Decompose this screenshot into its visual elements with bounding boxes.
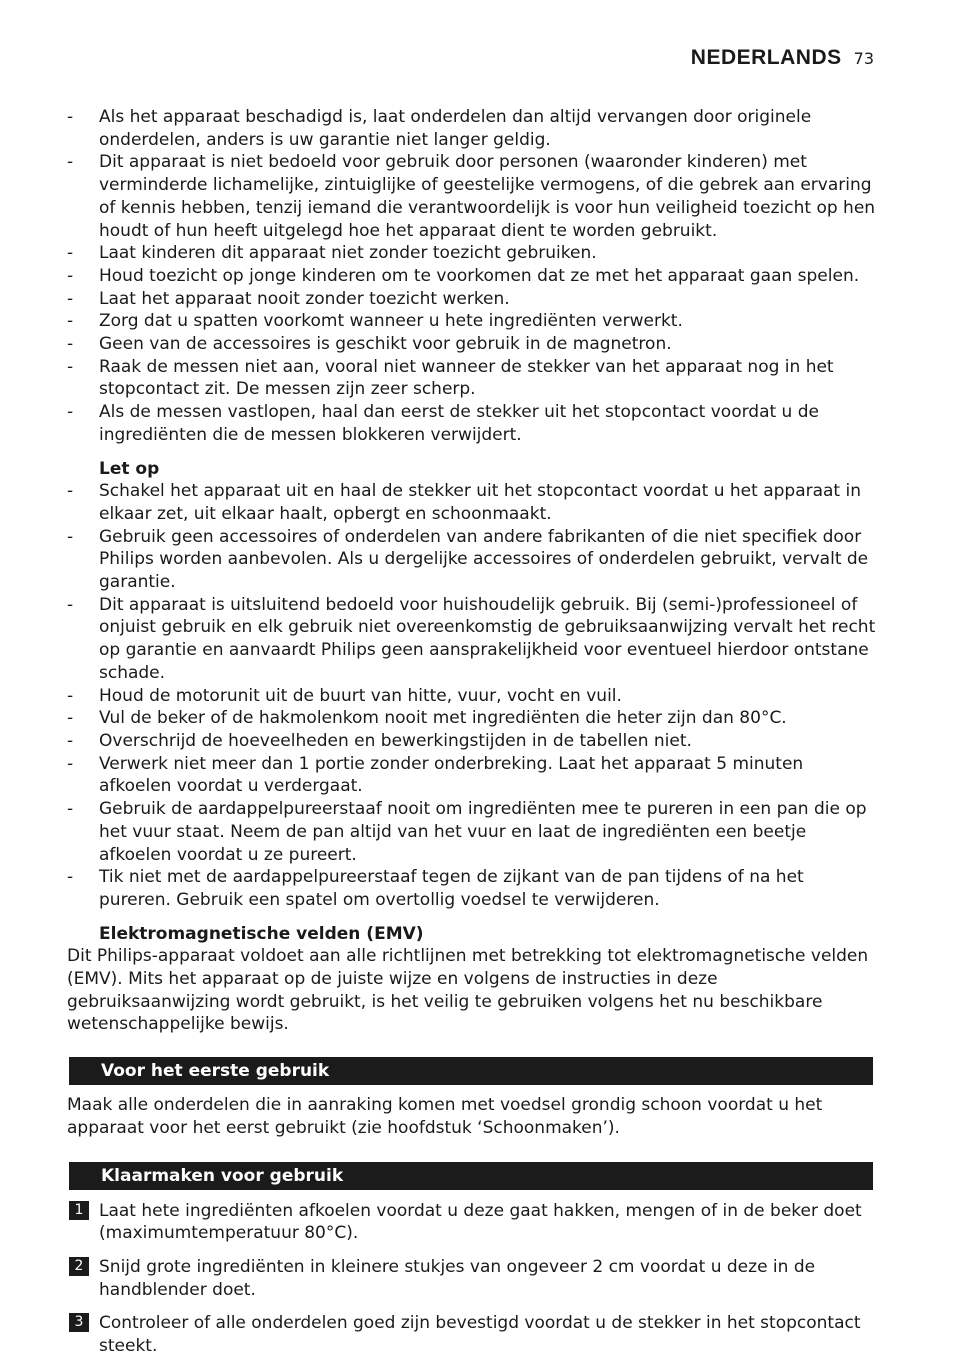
step-number-badge: 2	[69, 1257, 89, 1276]
list-item: - Houd de motorunit uit de buurt van hitte, vuur, vocht en vuil.	[67, 685, 879, 708]
list-item: - Als de messen vastlopen, haal dan eerst de stekker uit het stopcontact voordat u de ingrediënten die de messen blokkeren verwijdert.	[67, 401, 879, 446]
emv-paragraph: Dit Philips-apparaat voldoet aan alle richtlijnen met betrekking tot elektromagnetische velden (EMV). Mits het apparaat op de juiste wijze en volgens de instructies in deze gebruiksaanwijzing wordt gebruikt, is het veilig te gebruiken volgens het nu beschikbare wetenschappelijke bewijs.	[67, 946, 869, 1035]
list-item: - Schakel het apparaat uit en haal de stekker uit het stopcontact voordat u het apparaat in elkaar zet, uit elkaar haalt, opbergt en schoonmaakt.	[67, 480, 879, 525]
list-item: - Gebruik geen accessoires of onderdelen van andere fabrikanten of die niet specifiek door Philips worden aanbevolen. Als u dergelijke accessoires of onderdelen gebruikt, vervalt de garantie.	[67, 526, 879, 594]
list-item: - Laat kinderen dit apparaat niet zonder toezicht gebruiken.	[67, 242, 879, 265]
list-item: - Houd toezicht op jonge kinderen om te voorkomen dat ze met het apparaat gaan spelen.	[67, 265, 879, 288]
section-bar-prepare: Klaarmaken voor gebruik	[69, 1162, 873, 1190]
page-header	[691, 46, 874, 70]
emv-heading: Elektromagnetische velden (EMV)	[99, 923, 424, 944]
language-label: NEDERLANDS	[690, 46, 842, 69]
step-text: Laat hete ingrediënten afkoelen voordat u deze gaat hakken, mengen of in de beker doet (maximumtemperatuur 80°C).	[99, 1200, 862, 1244]
list-item: - Dit apparaat is niet bedoeld voor gebruik door personen (waaronder kinderen) met verminderde lichamelijke, zintuiglijke of geestelijke vermogens, of die gebrek aan ervaring of kennis hebben, tenzij iemand die verantwoordelijk is voor hun veiligheid toezicht op hen houdt of hun heeft uitgelegd hoe het apparaat dient te worden gebruikt.	[67, 151, 879, 242]
list-item: - Raak de messen niet aan, vooral niet wanneer de stekker van het apparaat nog in het stopcontact zit. De messen zijn zeer scherp.	[67, 356, 879, 401]
list-item: - Vul de beker of de hakmolenkom nooit met ingrediënten die heter zijn dan 80°C.	[67, 707, 879, 730]
step-text: Controleer of alle onderdelen goed zijn bevestigd voordat u de stekker in het stopcontact steekt.	[99, 1313, 861, 1357]
manual-content	[67, 106, 879, 1369]
caution-list	[67, 480, 879, 911]
list-item: - Laat het apparaat nooit zonder toezicht werken.	[67, 288, 879, 311]
list-item: - Overschrijd de hoeveelheden en bewerkingstijden in de tabellen niet.	[67, 730, 879, 753]
list-item: - Zorg dat u spatten voorkomt wanneer u hete ingrediënten verwerkt.	[67, 310, 879, 333]
first-use-paragraph: Maak alle onderdelen die in aanraking komen met voedsel grondig schoon voordat u het apparaat voor het eerst gebruikt (zie hoofdstuk ‘Schoonmaken’).	[67, 1095, 823, 1138]
caution-heading: Let op	[99, 458, 160, 479]
section-bar-first-use: Voor het eerste gebruik	[69, 1057, 873, 1085]
list-item: - Gebruik de aardappelpureerstaaf nooit om ingrediënten mee te pureren in een pan die op het vuur staat. Neem de pan altijd van het vuur en laat de ingrediënten een beetje afkoelen voordat u ze pureert.	[67, 798, 879, 866]
step-number-badge: 1	[69, 1201, 89, 1220]
list-item: - Als het apparaat beschadigd is, laat onderdelen dan altijd vervangen door originele onderdelen, anders is uw garantie niet langer geldig.	[67, 106, 879, 151]
step-3	[67, 1312, 879, 1357]
page-number: 73	[853, 49, 874, 68]
list-item: - Verwerk niet meer dan 1 portie zonder onderbreking. Laat het apparaat 5 minuten afkoelen voordat u verdergaat.	[67, 753, 879, 798]
step-number-badge: 3	[69, 1313, 89, 1332]
list-item: - Geen van de accessoires is geschikt voor gebruik in de magnetron.	[67, 333, 879, 356]
step-text: Snijd grote ingrediënten in kleinere stukjes van ongeveer 2 cm voordat u deze in de handblender doet.	[99, 1256, 816, 1300]
list-item: - Dit apparaat is uitsluitend bedoeld voor huishoudelijk gebruik. Bij (semi-)professioneel of onjuist gebruik en elk gebruik niet overeenkomstig de gebruiksaanwijzing vervalt het recht op garantie en aanvaardt Philips geen aansprakelijkheid voor eventueel hierdoor ontstane schade.	[67, 594, 879, 685]
step-2	[67, 1256, 879, 1301]
warning-list	[67, 106, 879, 447]
step-list	[67, 1200, 879, 1358]
step-1	[67, 1200, 879, 1245]
list-item: - Tik niet met de aardappelpureerstaaf tegen de zijkant van de pan tijdens of na het pureren. Gebruik een spatel om overtollig voedsel te verwijderen.	[67, 866, 879, 911]
